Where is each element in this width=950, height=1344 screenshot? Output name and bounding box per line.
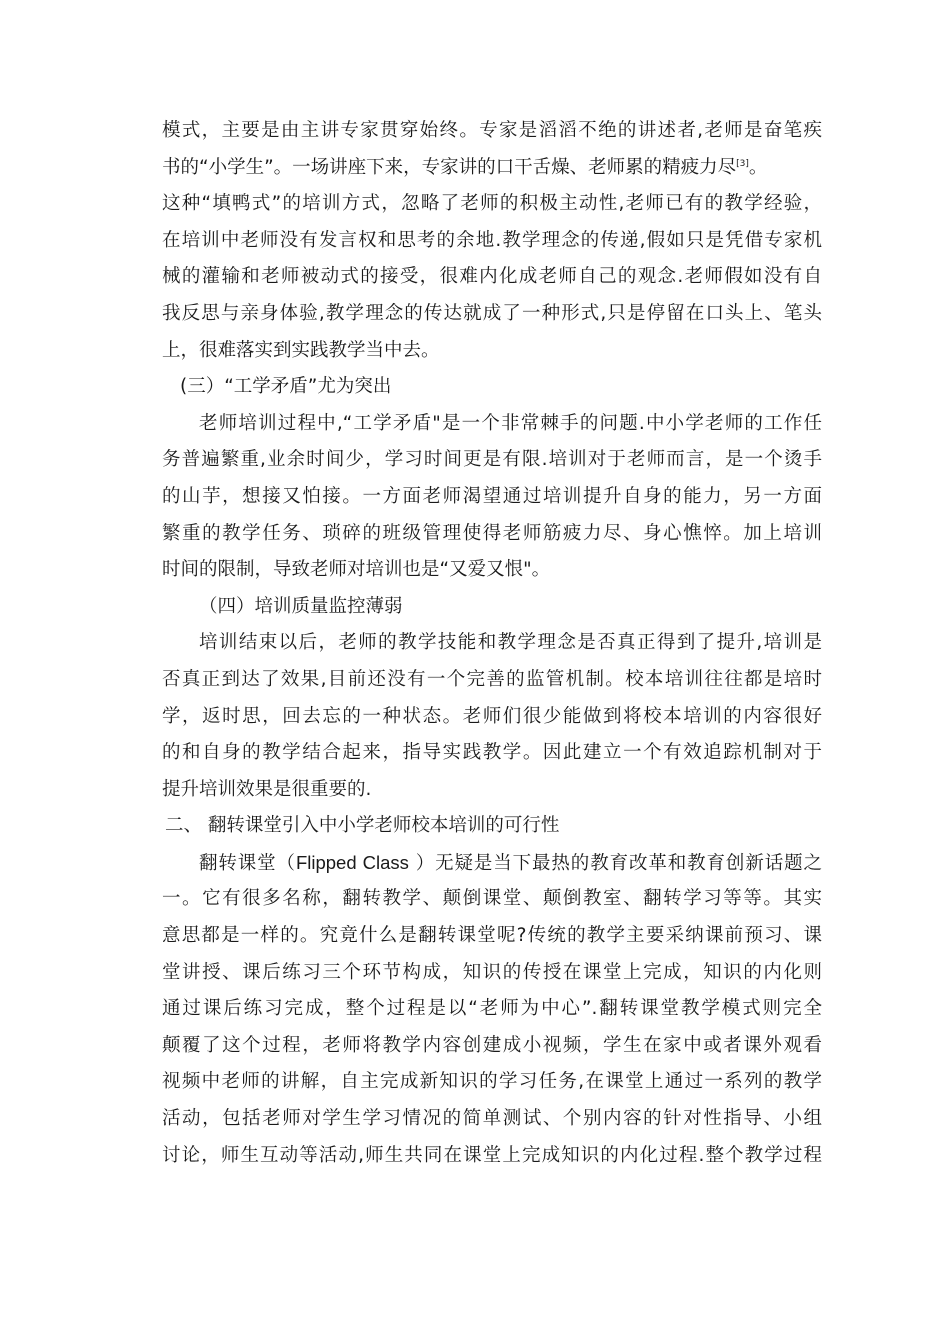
text-line: 我反思与亲身体验,教学理念的传达就成了一种形式,只是停留在口头上、笔头 <box>162 302 822 324</box>
section-heading-4: （四）培训质量监控薄弱 <box>199 595 403 617</box>
text-line: 一。它有很多名称，翻转教学、颠倒课堂、颠倒教室、翻转学习等等。其实 <box>162 888 822 910</box>
text-line <box>162 150 822 187</box>
text-line: 颠覆了这个过程，老师将教学内容创建成小视频，学生在家中或者课外观看 <box>162 1034 822 1056</box>
text-line: 在培训中老师没有发言权和思考的余地.教学理念的传递,假如只是凭借专家机 <box>162 229 822 251</box>
text-segment: 。 <box>748 156 768 178</box>
text-line: 提升培训效果是很重要的. <box>162 778 372 800</box>
text-line: 培训结束以后，老师的教学技能和教学理念是否真正得到了提升,培训是 <box>199 632 822 654</box>
text-line <box>162 845 822 882</box>
text-line: 活动，包括老师对学生学习情况的简单测试、个别内容的针对性指导、小组 <box>162 1108 822 1130</box>
text-line: 这种“填鸭式”的培训方式，忽略了老师的积极主动性,老师已有的教学经验， <box>162 193 822 215</box>
paragraph-work-study-conflict <box>162 406 950 589</box>
text-segment: 翻转课堂（ <box>199 852 296 874</box>
english-term: Flipped Class <box>295 851 409 873</box>
section-heading-3: (三）“工学矛盾”尤为突出 <box>180 376 392 398</box>
text-line: 繁重的教学任务、琐碎的班级管理使得老师筋疲力尽、身心憔悴。加上培训 <box>162 522 822 544</box>
text-line: 的山芋，想接又怕接。一方面老师渴望通过培训提升自身的能力，另一方面 <box>162 485 822 507</box>
text-line: 老师培训过程中,“工学矛盾"是一个非常棘手的问题.中小学老师的工作任 <box>199 412 822 434</box>
paragraph-training-mode <box>162 113 950 369</box>
text-line: 务普遍繁重,业余时间少，学习时间更是有限.培训对于老师而言，是一个烫手 <box>162 449 822 471</box>
text-line: 械的灌输和老师被动式的接受，很难内化成老师自己的观念.老师假如没有自 <box>162 266 822 288</box>
text-line: 模式，主要是由主讲专家贯穿始终。专家是滔滔不绝的讲述者,老师是奋笔疾 <box>162 120 822 141</box>
paragraph-flipped-class <box>162 845 950 1174</box>
text-segment: 书的“小学生”。一场讲座下来，专家讲的口干舌燥、老师累的精疲力尽 <box>162 156 737 178</box>
text-line: 堂讲授、课后练习三个环节构成，知识的传授在课堂上完成，知识的内化则 <box>162 961 822 983</box>
text-line: 的和自身的教学结合起来，指导实践教学。因此建立一个有效追踪机制对于 <box>162 742 822 764</box>
text-line: 时间的限制，导致老师对培训也是“又爱又恨"。 <box>162 559 551 581</box>
text-line: 讨论，师生互动等活动,师生共同在课堂上完成知识的内化过程.整个教学过程 <box>162 1144 822 1166</box>
section-heading-2: 二、 翻转课堂引入中小学老师校本培训的可行性 <box>165 815 560 837</box>
paragraph-quality-monitoring <box>162 625 950 808</box>
text-line: 视频中老师的讲解，自主完成新知识的学习任务,在课堂上通过一系列的教学 <box>162 1071 822 1093</box>
text-line: 学，返时思，回去忘的一种状态。老师们很少能做到将校本培训的内容很好 <box>162 705 822 727</box>
text-line: 否真正到达了效果,目前还没有一个完善的监管机制。校本培训往往都是培时 <box>162 668 822 690</box>
text-line: 意思都是一样的。究竟什么是翻转课堂呢?传统的教学主要采纳课前预习、课 <box>162 925 822 947</box>
citation-ref: [3] <box>736 158 749 169</box>
text-line: 上，很难落实到实践教学当中去。 <box>162 339 440 361</box>
text-line: 通过课后练习完成，整个过程是以“老师为中心”.翻转课堂教学模式则完全 <box>162 998 822 1020</box>
text-segment: ）无疑是当下最热的教育改革和教育创新话题之 <box>408 852 822 874</box>
